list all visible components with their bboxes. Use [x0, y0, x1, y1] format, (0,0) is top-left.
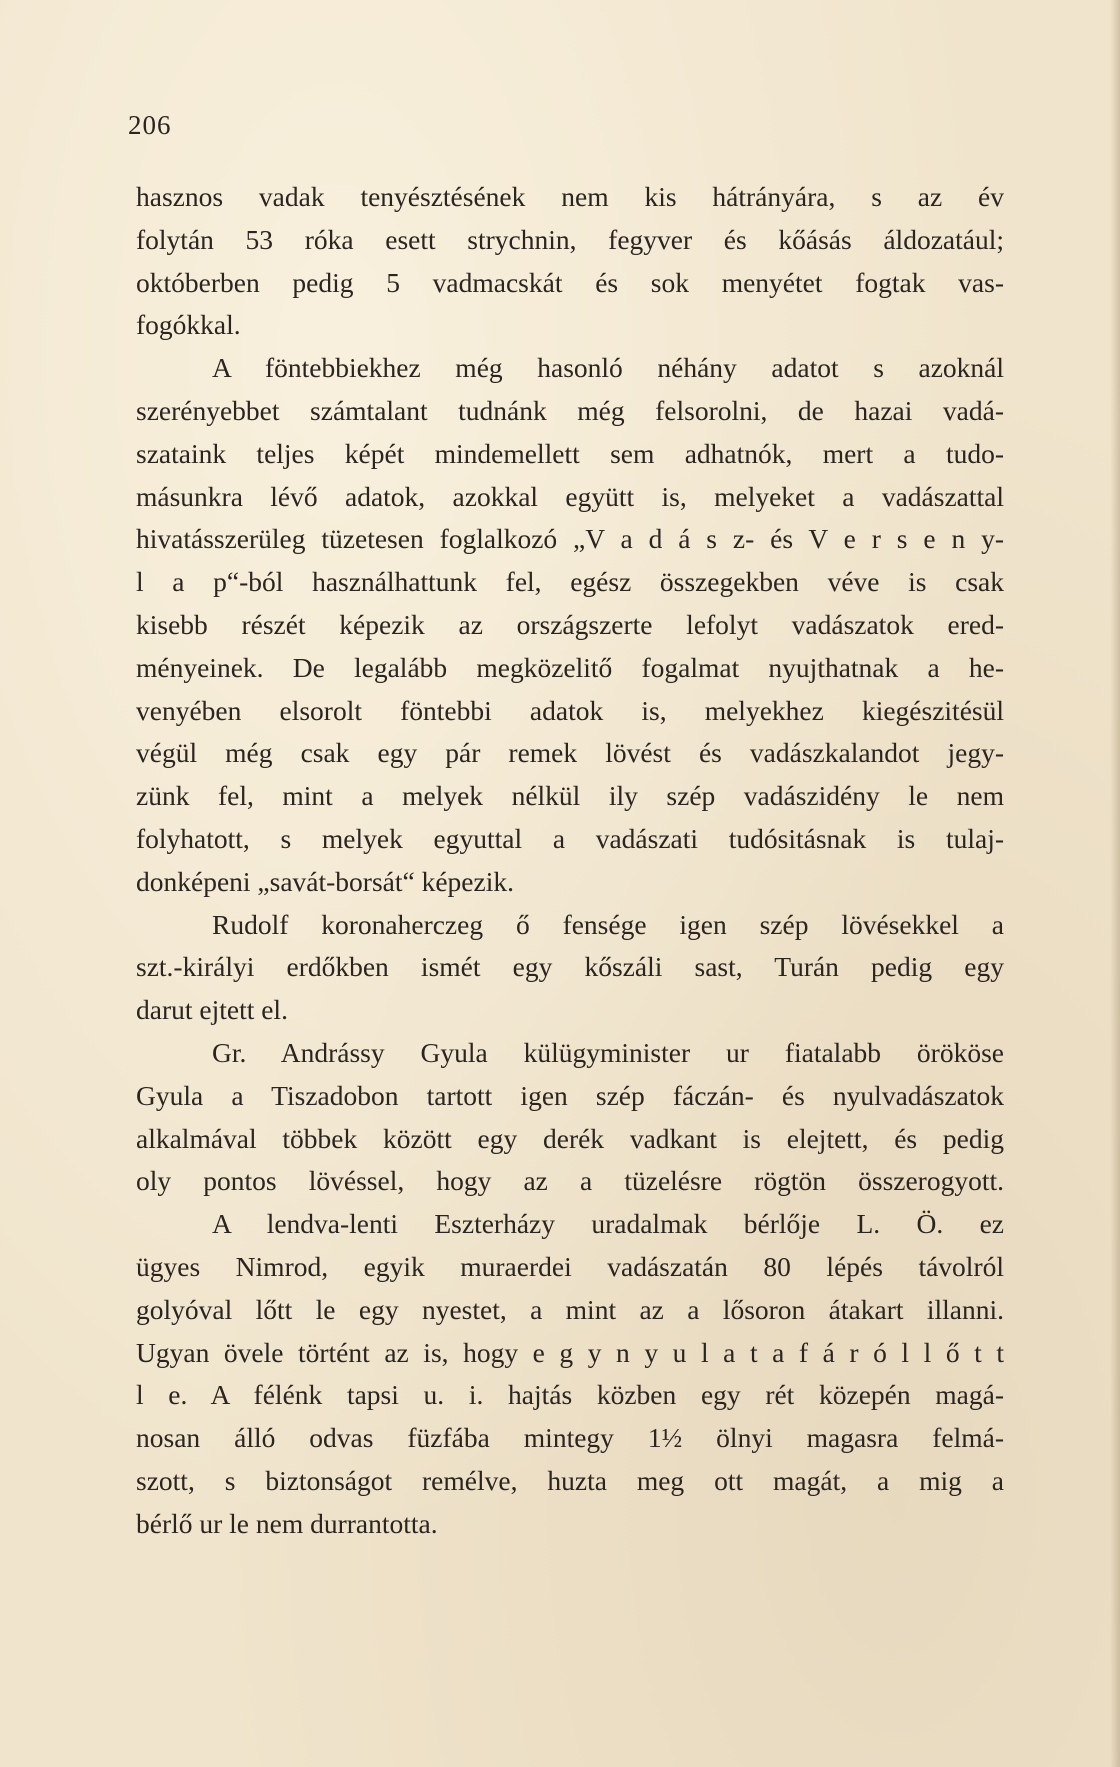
- text-line: A lendva-lenti Eszterházy uradalmak bérlője L. Ö. ez: [212, 1208, 1004, 1240]
- body-text: [136, 176, 1004, 1546]
- text-line: folytán 53 róka esett strychnin, fegyver és kőásás áldozatául;: [136, 223, 1004, 255]
- text-line: alkalmával többek között egy derék vadkant is elejtett, és pedig: [136, 1122, 1004, 1154]
- text-line: végül még csak egy pár remek lövést és vadászkalandot jegy-: [136, 737, 1004, 769]
- text-line: szt.-királyi erdőkben ismét egy kőszáli sast, Turán pedig egy: [136, 951, 1004, 983]
- text-line: golyóval lőtt le egy nyestet, a mint az a lősoron átakart illanni.: [136, 1293, 1004, 1325]
- text-line: Rudolf koronaherczeg ő fensége igen szép lövésekkel a: [212, 908, 1004, 940]
- text-line: donképeni „savát-borsát“ képezik.: [136, 865, 514, 897]
- text-line: ményeinek. De legalább megközelitő fogalmat nyujthatnak a he-: [136, 651, 1004, 683]
- text-line: nosan álló odvas füzfába mintegy 1½ ölnyi magasra felmá-: [136, 1422, 1004, 1454]
- text-line: másunkra lévő adatok, azokkal együtt is, melyeket a vadászattal: [136, 480, 1004, 512]
- page-edge-shadow: [1110, 0, 1120, 1767]
- text-line: Ugyan övele történt az is, hogy e g y n y u l a t a f á r ó l l ő t t: [136, 1336, 1004, 1368]
- text-line: Gr. Andrássy Gyula külügyminister ur fiatalabb örököse: [212, 1036, 1004, 1068]
- text-line: hivatásszerüleg tüzetesen foglalkozó „V a d á s z- és V e r s e n y-: [136, 523, 1004, 555]
- text-line: bérlő ur le nem durrantotta.: [136, 1507, 438, 1539]
- text-line: l a p“-ból használhattunk fel, egész összegekben véve is csak: [136, 566, 1004, 598]
- text-line: ügyes Nimrod, egyik muraerdei vadászatán 80 lépés távolról: [136, 1250, 1004, 1282]
- text-line: kisebb részét képezik az országszerte lefolyt vadászatok ered-: [136, 608, 1004, 640]
- text-line: l e. A félénk tapsi u. i. hajtás közben egy rét közepén magá-: [136, 1379, 1004, 1411]
- text-line: folyhatott, s melyek egyuttal a vadászati tudósitásnak is tulaj-: [136, 822, 1004, 854]
- text-line: szerényebbet számtalant tudnánk még felsorolni, de hazai vadá-: [136, 394, 1004, 426]
- text-line: szataink teljes képét mindemellett sem adhatnók, mert a tudo-: [136, 437, 1004, 469]
- text-line: hasznos vadak tenyésztésének nem kis hátrányára, s az év: [136, 181, 1004, 212]
- page-number: 206: [128, 110, 172, 140]
- text-line: Gyula a Tiszadobon tartott igen szép fáczán- és nyulvadászatok: [136, 1079, 1004, 1111]
- text-line: szott, s biztonságot remélve, huzta meg ott magát, a mig a: [136, 1464, 1004, 1496]
- text-line: fogókkal.: [136, 309, 241, 341]
- text-line: venyében elsorolt föntebbi adatok is, melyekhez kiegészitésül: [136, 694, 1004, 726]
- text-line: októberben pedig 5 vadmacskát és sok menyétet fogtak vas-: [136, 266, 1004, 298]
- text-line: oly pontos lövéssel, hogy az a tüzelésre rögtön összerogyott.: [136, 1165, 1004, 1197]
- text-line: darut ejtett el.: [136, 994, 288, 1026]
- text-line: zünk fel, mint a melyek nélkül ily szép vadászidény le nem: [136, 780, 1004, 812]
- text-line: A föntebbiekhez még hasonló néhány adatot s azoknál: [212, 352, 1004, 384]
